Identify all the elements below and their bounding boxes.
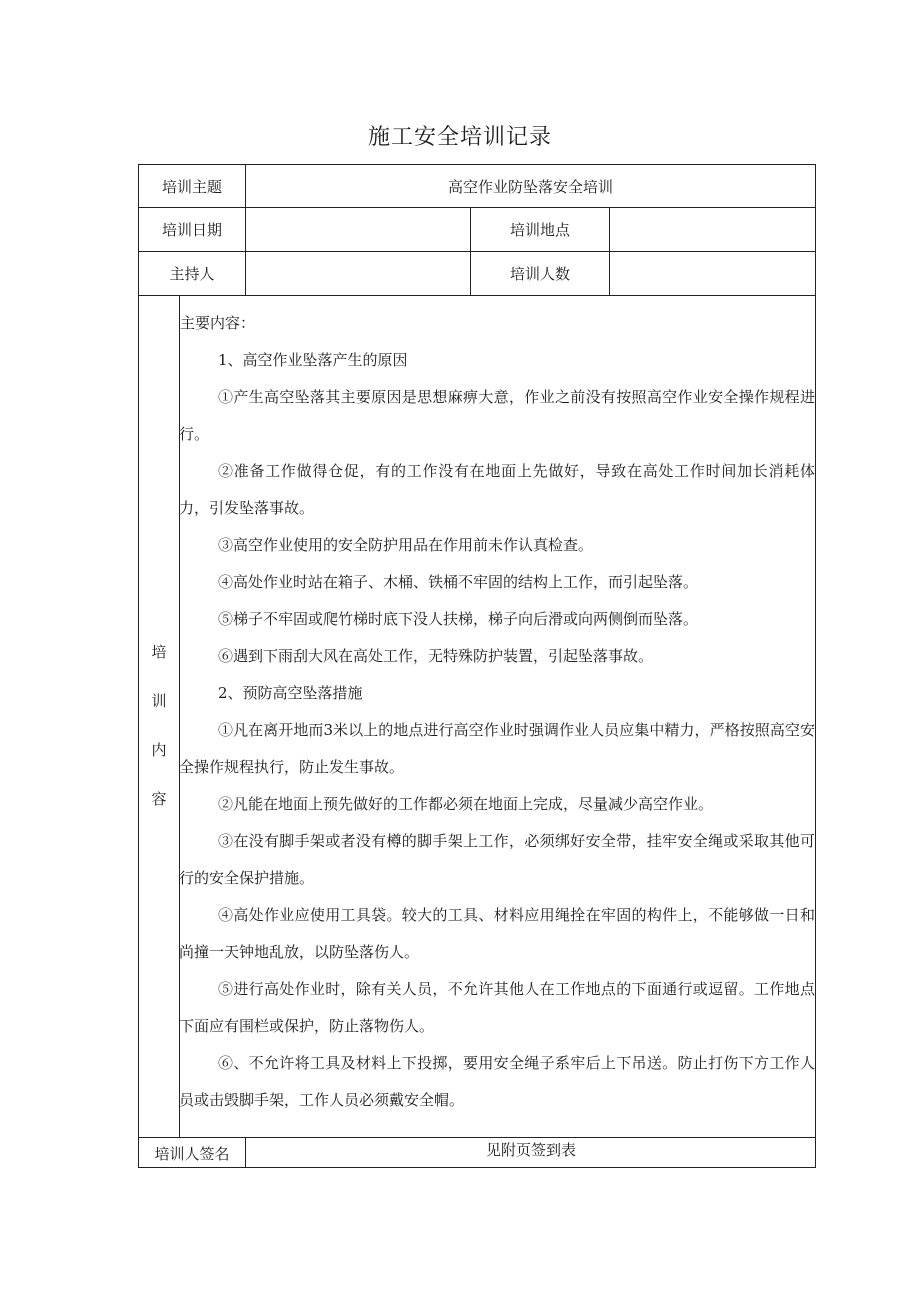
row-divider: [139, 295, 815, 296]
date-label: 培训日期: [161, 221, 222, 239]
content-label-char: 内: [151, 740, 167, 759]
list-item: ④高处作业时站在箱子、木桶、铁桶不牢固的结构上工作，而引起坠落。: [218, 573, 699, 591]
list-item: ③在没有脚手架或者没有樽的脚手架上工作，必须绑好安全带，挂牢安全绳或采取其他可行的安全保护措施。: [179, 832, 815, 887]
content-label: [139, 305, 179, 1146]
section-title: 2、预防高空坠落措施: [218, 684, 363, 702]
topic-value: 高空作业防坠落安全培训: [447, 177, 613, 196]
section-title: 1、高空作业坠落产生的原因: [218, 351, 408, 369]
location-label: 培训地点: [509, 221, 570, 239]
training-record-table: [138, 164, 816, 1168]
list-item: ②准备工作做得仓促，有的工作没有在地面上先做好，导致在高处工作时间加长消耗体力，引发坠落事故。: [179, 462, 815, 517]
list-item: ③高空作业使用的安全防护用品在作用前未作认真检查。: [218, 536, 594, 554]
list-item: ④高处作业应使用工具袋。较大的工具、材料应用绳拴在牢固的构件上，不能够做一日和尚撞一天钟地乱放，以防坠落伤人。: [179, 906, 815, 961]
content-label-char: 训: [151, 691, 167, 710]
content-label-char: 培: [151, 642, 167, 661]
date-value[interactable]: [246, 208, 470, 251]
content-label-char: 容: [151, 789, 167, 808]
list-item: ②凡能在地面上预先做好的工作都必须在地面上完成，尽量减少高空作业。: [218, 795, 714, 813]
list-item: ⑤梯子不牢固或爬竹梯时底下没人扶梯，梯子向后滑或向两侧倒而坠落。: [218, 610, 699, 628]
training-content: [179, 305, 815, 1119]
page-title: 施工安全培训记录: [367, 125, 552, 150]
host-label: 主持人: [169, 265, 215, 283]
content-heading: 主要内容：: [180, 314, 256, 332]
host-value[interactable]: [246, 252, 470, 295]
signature-value: 见附页签到表: [485, 1141, 576, 1159]
list-item: ⑥遇到下雨刮大风在高处工作，无特殊防护装置，引起坠落事故。: [218, 647, 654, 665]
topic-label: 培训主题: [161, 177, 222, 196]
signature-label: 培训人签名: [154, 1144, 230, 1163]
list-item: ①凡在离开地而3米以上的地点进行高空作业时强调作业人员应集中精力，严格按照高空安全操作规程执行，防止发生事故。: [179, 721, 815, 776]
list-item: ⑤进行高处作业时，除有关人员，不允许其他人在工作地点的下面通行或逗留。工作地点下面应有围栏或保护，防止落物伤人。: [179, 980, 815, 1035]
list-item: ⑥、不允许将工具及材料上下投掷，要用安全绳子系牢后上下吊送。防止打伤下方工作人员或击毁脚手架，工作人员必须戴安全帽。: [179, 1054, 815, 1109]
attendees-label: 培训人数: [509, 265, 570, 283]
attendees-value[interactable]: [610, 252, 815, 295]
list-item: ①产生高空坠落其主要原因是思想麻痹大意，作业之前没有按照高空作业安全操作规程进行。: [179, 388, 815, 443]
location-value[interactable]: [610, 208, 815, 251]
